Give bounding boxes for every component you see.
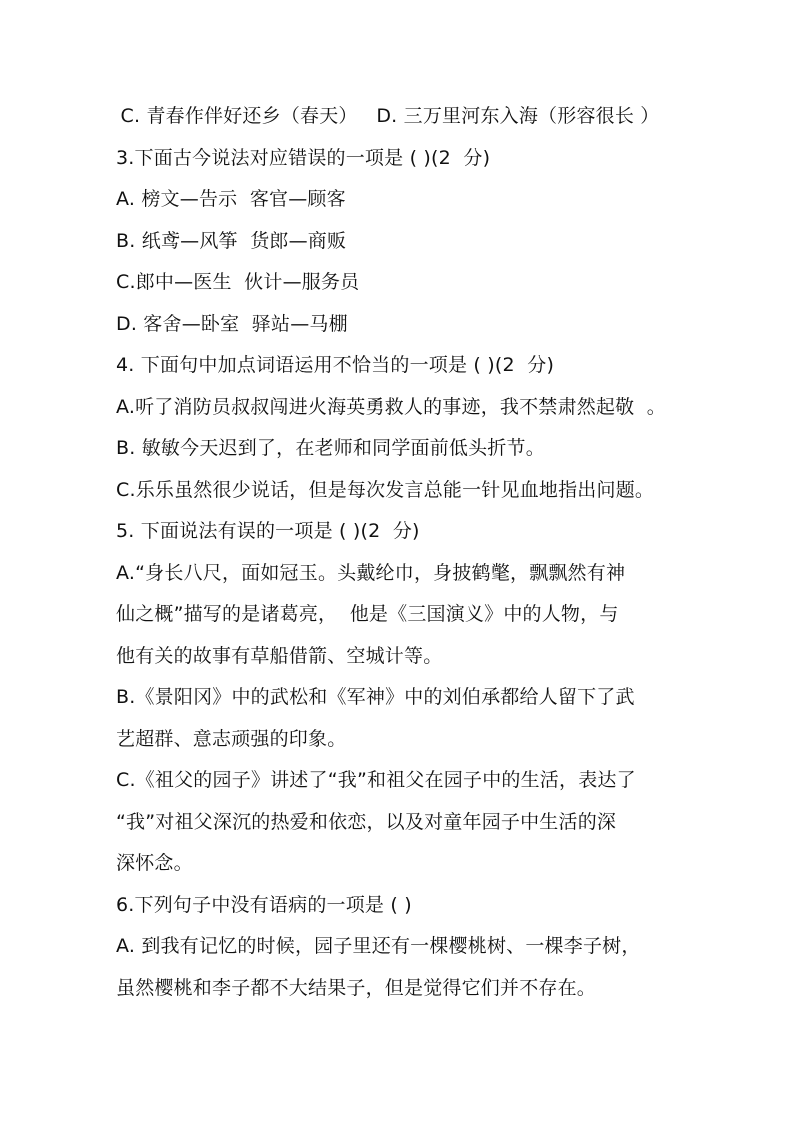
- question-6-option-a-line-2: 虽然樱桃和李子都不大结果子，但是觉得它们并不存在。: [116, 977, 597, 999]
- question-5-option-c-line-1: C.《祖父的园子》讲述了“我”和祖父在园子中的生活，表达了: [116, 769, 636, 791]
- question-3-title: 3.下面古今说法对应错误的一项是 ( )(2 分): [116, 147, 491, 169]
- question-3-option-d: D. 客舍—卧室 驿站—马棚: [116, 313, 348, 335]
- question-6-title: 6.下列句子中没有语病的一项是 ( ): [116, 894, 412, 916]
- question-6-option-a-line-1: A. 到我有记忆的时候，园子里还有一棵樱桃树、一棵李子树，: [116, 935, 641, 957]
- question-3-option-a: A. 榜文—告示 客官—顾客: [116, 188, 346, 210]
- question-5-option-c-line-3: 深怀念。: [116, 852, 193, 874]
- question-5-title: 5. 下面说法有误的一项是 ( )(2 分): [116, 520, 420, 542]
- question-4-option-b: B. 敏敏今天迟到了，在老师和同学面前低头折节。: [116, 437, 545, 459]
- question-5-option-a-line-1: A.“身长八尺，面如冠玉。头戴纶巾，身披鹤氅，飘飘然有神: [116, 562, 626, 584]
- question-4-option-a: A.听了消防员叔叔闯进火海英勇救人的事迹，我不禁肃然起敬 。: [116, 396, 666, 418]
- question-5-option-b-line-2: 艺超群、意志顽强的印象。: [116, 728, 347, 750]
- question-5-option-a-line-2: 仙之概”描写的是诸葛亮， 他是《三国演义》中的人物，与: [116, 603, 619, 625]
- question-5-option-a-line-3: 他有关的故事有草船借箭、空城计等。: [116, 645, 443, 667]
- question-4-title: 4. 下面句中加点词语运用不恰当的一项是 ( )(2 分): [116, 354, 555, 376]
- option-line-cd: C. 青春作伴好还乡（春天） D. 三万里河东入海（形容很长 ）: [108, 105, 660, 127]
- question-5-option-c-line-2: “我”对祖父深沉的热爱和依恋，以及对童年园子中生活的深: [116, 811, 617, 833]
- question-3-option-c: C.郎中—医生 伙计—服务员: [116, 271, 360, 293]
- question-5-option-b-line-1: B.《景阳冈》中的武松和《军神》中的刘伯承都给人留下了武: [116, 686, 635, 708]
- question-3-option-b: B. 纸鸢—风筝 货郎—商贩: [116, 230, 347, 252]
- question-4-option-c: C.乐乐虽然很少说话，但是每次发言总能一针见血地指出问题。: [116, 479, 655, 501]
